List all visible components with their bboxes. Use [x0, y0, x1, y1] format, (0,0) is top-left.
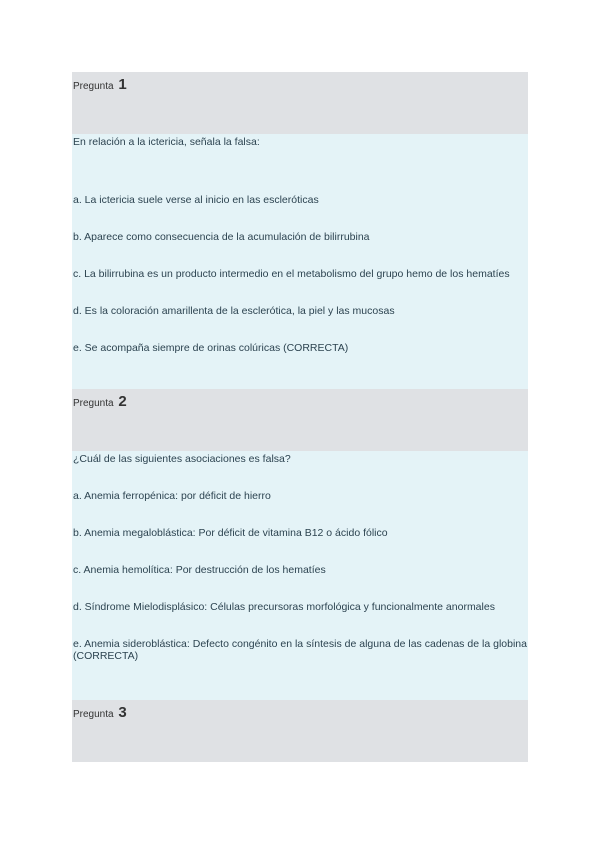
question-number: 2: [118, 393, 127, 410]
option-e: e. Se acompaña siempre de orinas colúricas (CORRECTA): [73, 342, 349, 354]
question-label: Pregunta: [73, 709, 114, 720]
option-b: b. Anemia megaloblástica: Por déficit de vitamina B12 o ácido fólico: [73, 527, 388, 539]
question-number: 1: [118, 76, 127, 93]
quiz-page: [72, 72, 528, 762]
question-2-body: [72, 451, 528, 700]
option-d: d. Es la coloración amarillenta de la esclerótica, la piel y las mucosas: [73, 305, 395, 317]
question-2-header: [72, 389, 528, 451]
option-c: c. Anemia hemolítica: Por destrucción de los hematíes: [73, 564, 326, 576]
option-e: e. Anemia sideroblástica: Defecto congénito en la síntesis de alguna de las cadenas de la globina (CORRECTA): [73, 638, 527, 662]
question-label: Pregunta: [73, 398, 114, 409]
question-3-header: [72, 700, 528, 762]
question-number: 3: [118, 704, 127, 721]
option-a: a. La ictericia suele verse al inicio en las escleróticas: [73, 194, 319, 206]
option-a: a. Anemia ferropénica: por déficit de hierro: [73, 490, 271, 502]
question-statement: En relación a la ictericia, señala la falsa:: [73, 136, 260, 148]
question-1-body: [72, 134, 528, 389]
option-d: d. Síndrome Mielodisplásico: Células precursoras morfológica y funcionalmente anormales: [73, 601, 495, 613]
question-label: Pregunta: [73, 81, 114, 92]
option-b: b. Aparece como consecuencia de la acumulación de bilirrubina: [73, 231, 370, 243]
option-c: c. La bilirrubina es un producto intermedio en el metabolismo del grupo hemo de los hematíes: [73, 268, 510, 280]
question-1-header: [72, 72, 528, 134]
question-statement: ¿Cuál de las siguientes asociaciones es falsa?: [73, 453, 291, 465]
